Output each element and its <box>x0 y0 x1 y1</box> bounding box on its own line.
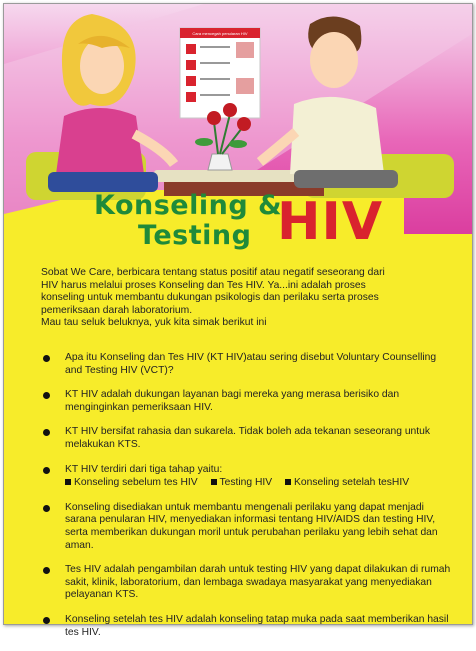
stage-list <box>65 477 451 490</box>
intro-line: Sobat We Care, berbicara tentang status positif atau negatif seseorang dari <box>41 267 385 278</box>
square-bullet-icon <box>65 479 71 485</box>
intro-paragraph <box>41 267 441 330</box>
wall-poster-heading: Cara mencegah penularan HIV <box>192 31 248 36</box>
info-bullet-list <box>41 352 451 651</box>
intro-line: Mau tau seluk beluknya, yuk kita simak berikut ini <box>41 317 267 329</box>
bullet-item <box>41 502 451 552</box>
intro-line: pemeriksaan darah laboratorium. <box>41 304 193 316</box>
intro-line: konseling untuk membantu dukungan psikologis dan perilaku serta proses <box>41 292 379 304</box>
bullet-text: Apa itu Konseling dan Tes HIV (KT HIV)atau sering disebut Voluntary Counselling and Testing HIV (VCT)? <box>65 352 437 376</box>
leaflet-title <box>94 190 394 260</box>
bullet-text: KT HIV adalah dukungan layanan bagi mereka yang merasa berisiko dan menginginkan pemeriksaan HIV. <box>65 389 400 413</box>
title-hiv: HIV <box>277 192 384 252</box>
bullet-text: Tes HIV adalah pengambilan darah untuk testing HIV yang dapat dilakukan di rumah sakit, klinik, laboratorium, dan lembaga swadaya masyarakat yang menyediakan pelayanan KTS. <box>65 564 451 601</box>
stage-item: Testing HIV <box>219 477 273 489</box>
bullet-item <box>41 464 451 490</box>
bullet-item <box>41 426 451 451</box>
intro-line: HIV harus melalui proses Konseling dan Tes HIV. Ya...ini adalah proses <box>41 279 366 291</box>
square-bullet-icon <box>211 479 217 485</box>
square-bullet-icon <box>285 479 291 485</box>
bullet-text: KT HIV terdiri dari tiga tahap yaitu: <box>65 463 223 475</box>
bullet-text: KT HIV bersifat rahasia dan sukarela. Tidak boleh ada tekanan seseorang untuk melakukan KTS. <box>65 426 431 450</box>
title-testing: Testing <box>138 220 252 251</box>
bullet-text: Konseling disediakan untuk membantu mengenali perilaku yang dapat menjadi sarana penularan HIV, menyediakan informasi tentang HIV/AIDS dan testing HIV, serta memberikan dukungan moril untuk perubahan perilaku yang lebih sehat dan aman. <box>65 501 438 551</box>
title-konseling: Konseling & <box>94 190 283 221</box>
leaflet-page <box>3 3 473 638</box>
wall-poster <box>180 28 260 118</box>
bullet-item <box>41 352 451 377</box>
bullet-item <box>41 614 451 639</box>
stage-item: Konseling sebelum tes HIV <box>74 477 198 489</box>
bullet-text: Konseling setelah tes HIV adalah konseling tatap muka pada saat memberikan hasil tes HIV. <box>65 613 449 638</box>
bullet-item <box>41 564 451 602</box>
bullet-item <box>41 389 451 414</box>
stage-item: Konseling setelah tesHIV <box>294 477 410 489</box>
